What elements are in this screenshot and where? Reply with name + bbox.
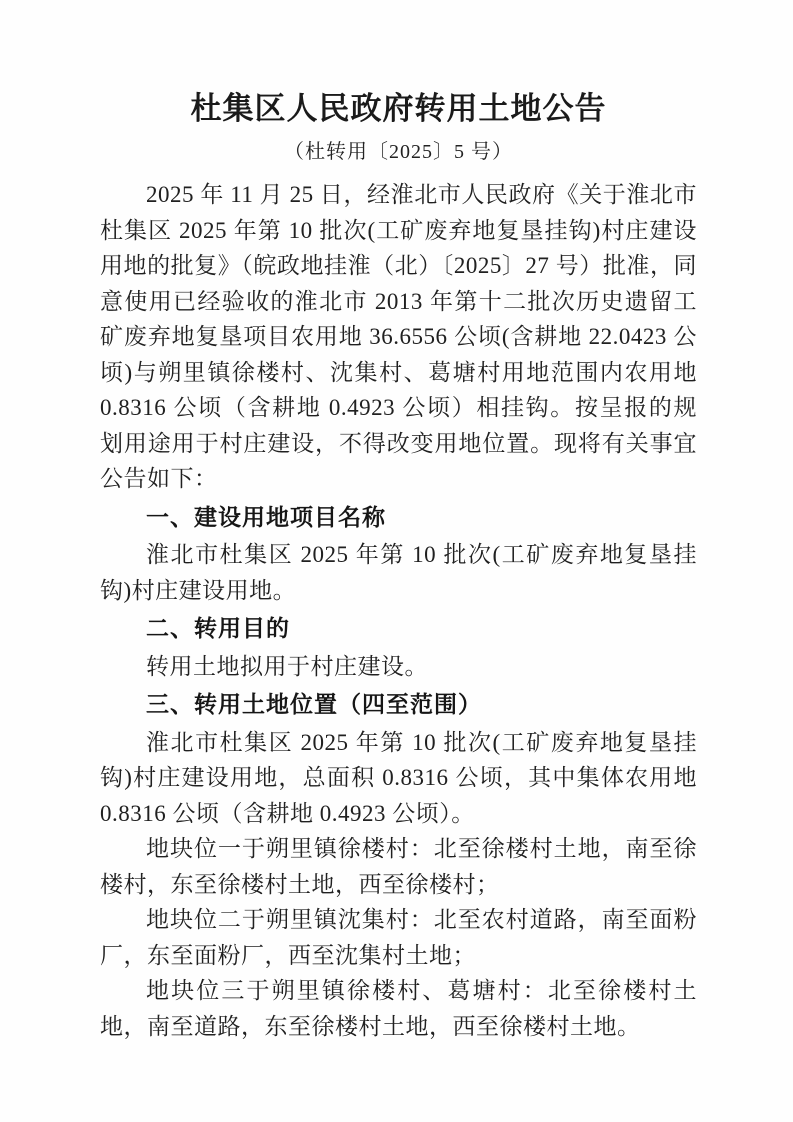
parcel-1-paragraph: 地块位一于朔里镇徐楼村：北至徐楼村土地，南至徐楼村，东至徐楼村土地，西至徐楼村； — [100, 836, 697, 897]
document-body — [100, 177, 697, 1044]
section-2-paragraph: 转用土地拟用于村庄建设。 — [146, 653, 428, 679]
document-number: （杜转用〔2025〕5 号） — [284, 141, 513, 163]
intro-paragraph: 2025 年 11 月 25 日，经淮北市人民政府《关于淮北市杜集区 2025 年第 10 批次(工矿废弃地复垦挂钩)村庄建设用地的批复》（皖政地挂淮（北）〔2025〕27 号）批准，同意使用已经验收的淮北市 2013 年第十二批次历史遗留工矿废弃地复垦项目农用地 36.6556 公顷(含耕地 22.0423 公顷)与朔里镇徐楼村、沈集村、葛塘村用地范围内农用地 0.8316 公顷（含耕地 0.4923 公顷）相挂钩。按呈报的规划用途用于村庄建设，不得改变用地位置。现将有关事宜公告如下： — [100, 182, 697, 491]
section-heading-1: 一、建设用地项目名称 — [146, 503, 386, 530]
page-title: 杜集区人民政府转用土地公告 — [190, 91, 607, 126]
section-3-paragraph: 淮北市杜集区 2025 年第 10 批次(工矿废弃地复垦挂钩)村庄建设用地，总面积 0.8316 公顷，其中集体农用地 0.8316 公顷（含耕地 0.4923 公顷）。 — [100, 729, 697, 826]
parcel-3-paragraph: 地块位三于朔里镇徐楼村、葛塘村：北至徐楼村土地，南至道路，东至徐楼村土地，西至徐楼村土地。 — [100, 978, 697, 1039]
section-1-paragraph: 淮北市杜集区 2025 年第 10 批次(工矿废弃地复垦挂钩)村庄建设用地。 — [100, 542, 697, 603]
section-heading-2: 二、转用目的 — [146, 615, 290, 641]
parcel-2-paragraph: 地块位二于朔里镇沈集村：北至农村道路，南至面粉厂，东至面粉厂，西至沈集村土地； — [100, 907, 697, 968]
section-heading-3: 三、转用土地位置（四至范围） — [146, 691, 482, 717]
